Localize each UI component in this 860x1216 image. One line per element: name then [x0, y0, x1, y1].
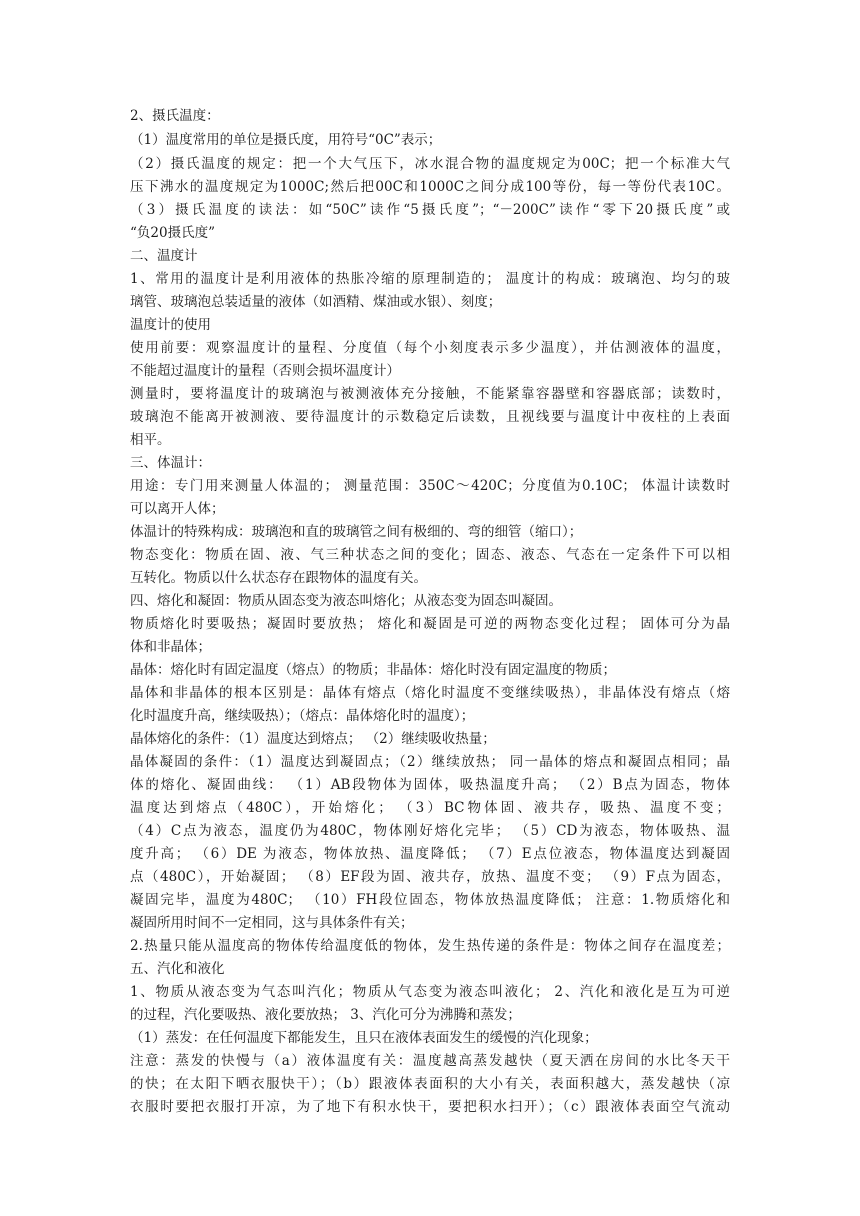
text-line: 不能超过温度计的量程（否则会损坏温度计）	[130, 363, 400, 379]
text-line: 晶体：熔化时有固定温度（熔点）的物质；非晶体：熔化时没有固定温度的物质；	[130, 662, 616, 678]
text-line: 晶体熔化的条件：（1）温度达到熔点； （2）继续吸收热量；	[130, 731, 496, 747]
text-line: （4）C点为液态，温度仍为480C，物体刚好熔化完毕； （5）CD为液态，物体吸热、温	[130, 823, 730, 839]
text-line: 体温计的特殊构成：玻璃泡和直的玻璃管之间有极细的、弯的细管（缩口）；	[130, 524, 583, 540]
text-line: （1）温度常用的单位是摄氏度，用符号“0C”表示；	[130, 132, 442, 148]
text-line: 温度达到熔点（480C），开始熔化； （3）BC物体固、液共存，吸热、温度不变；	[130, 800, 730, 816]
text-line: 互转化。物质以什么状态存在跟物体的温度有关。	[130, 570, 427, 586]
text-line: 衣服时要把衣服打开凉，为了地下有积水快干，要把积水扫开）；（c）跟液体表面空气流动	[130, 1099, 730, 1115]
text-line: （2）摄氏温度的规定：把一个大气压下，冰水混合物的温度规定为00C；把一个标准大气	[130, 156, 730, 172]
text-line: （3）摄氏温度的读法：如“50C”读作“5摄氏度”；“－200C”读作“零下20摄氏度”或	[130, 202, 730, 218]
text-line: 2、摄氏温度：	[130, 108, 220, 124]
text-line: 温度计的使用	[130, 317, 211, 333]
text-line: 玻璃泡不能离开被测液、要待温度计的示数稳定后读数，且视线要与温度计中夜柱的上表面	[130, 409, 730, 425]
text-line: 五、汽化和液化	[130, 961, 225, 977]
text-line: 璃管、玻璃泡总装适量的液体（如酒精、煤油或水银）、刻度；	[130, 294, 502, 310]
text-line: （1）蒸发：在任何温度下都能发生，且只在液体表面发生的缓慢的汽化现象；	[130, 1030, 598, 1046]
text-line: 点（480C），开始凝固； （8）EF段为固、液共存，放热、温度不变； （9）F点为固态，	[130, 869, 730, 885]
text-line: 四、熔化和凝固：物质从固态变为液态叫熔化；从液态变为固态叫凝固。	[130, 593, 562, 609]
text-line: 2.热量只能从温度高的物体传给温度低的物体，发生热传递的条件是：物体之间存在温度差；	[130, 938, 730, 954]
text-line: 1、物质从液态变为气态叫汽化；物质从气态变为液态叫液化； 2、汽化和液化是互为可逆	[130, 984, 730, 1000]
text-line: 凝固完毕，温度为480C； （10）FH段位固态，物体放热温度降低； 注意：1.物质熔化和	[130, 892, 730, 908]
text-line: 可以离开人体；	[130, 501, 225, 517]
text-line: 物质熔化时要吸热；凝固时要放热； 熔化和凝固是可逆的两物态变化过程； 固体可分为晶	[130, 616, 730, 632]
text-line: 度升高； （6）DE 为液态，物体放热、温度降低； （7）E点位液态，物体温度达到凝固	[130, 846, 730, 862]
text-line: “负20摄氏度”	[130, 225, 215, 241]
text-line: 用途：专门用来测量人体温的； 测量范围：350C～420C；分度值为0.10C； 体温计读数时	[130, 478, 730, 494]
text-line: 1、常用的温度计是利用液体的热胀冷缩的原理制造的； 温度计的构成：玻璃泡、均匀的玻	[130, 271, 730, 287]
text-line: 测量时，要将温度计的玻璃泡与被测液体充分接触，不能紧靠容器壁和容器底部；读数时，	[130, 386, 730, 402]
text-line: 三、体温计：	[130, 455, 211, 471]
text-line: 凝固所用时间不一定相同，这与具体条件有关；	[130, 915, 414, 931]
text-line: 使用前要：观察温度计的量程、分度值（每个小刻度表示多少温度），并估测液体的温度，	[130, 340, 730, 356]
text-line: 压下沸水的温度规定为1000C;然后把00C和1000C之间分成100等份，每一等份代表10C。	[130, 179, 730, 195]
text-line: 注意：蒸发的快慢与（a）液体温度有关：温度越高蒸发越快（夏天洒在房间的水比冬天干	[130, 1053, 730, 1069]
text-line: 体的熔化、凝固曲线： （1）AB段物体为固体，吸热温度升高； （2）B点为固态，物体	[130, 777, 730, 793]
text-line: 晶体和非晶体的根本区别是：晶体有熔点（熔化时温度不变继续吸热），非晶体没有熔点（熔	[130, 685, 730, 701]
text-line: 相平。	[130, 432, 171, 448]
text-line: 晶体凝固的条件：（1）温度达到凝固点；（2）继续放热； 同一晶体的熔点和凝固点相同；晶	[130, 754, 730, 770]
text-line: 的快；在太阳下晒衣服快干）；（b）跟液体表面积的大小有关，表面积越大，蒸发越快（凉	[130, 1076, 730, 1092]
text-line: 二、温度计	[130, 248, 198, 264]
text-line: 物态变化：物质在固、液、气三种状态之间的变化；固态、液态、气态在一定条件下可以相	[130, 547, 730, 563]
text-line: 体和非晶体；	[130, 639, 211, 655]
text-line: 的过程，汽化要吸热、液化要放热； 3、汽化可分为沸腾和蒸发；	[130, 1007, 521, 1023]
text-line: 化时温度升高，继续吸热）；（熔点：晶体熔化时的温度）；	[130, 708, 475, 724]
